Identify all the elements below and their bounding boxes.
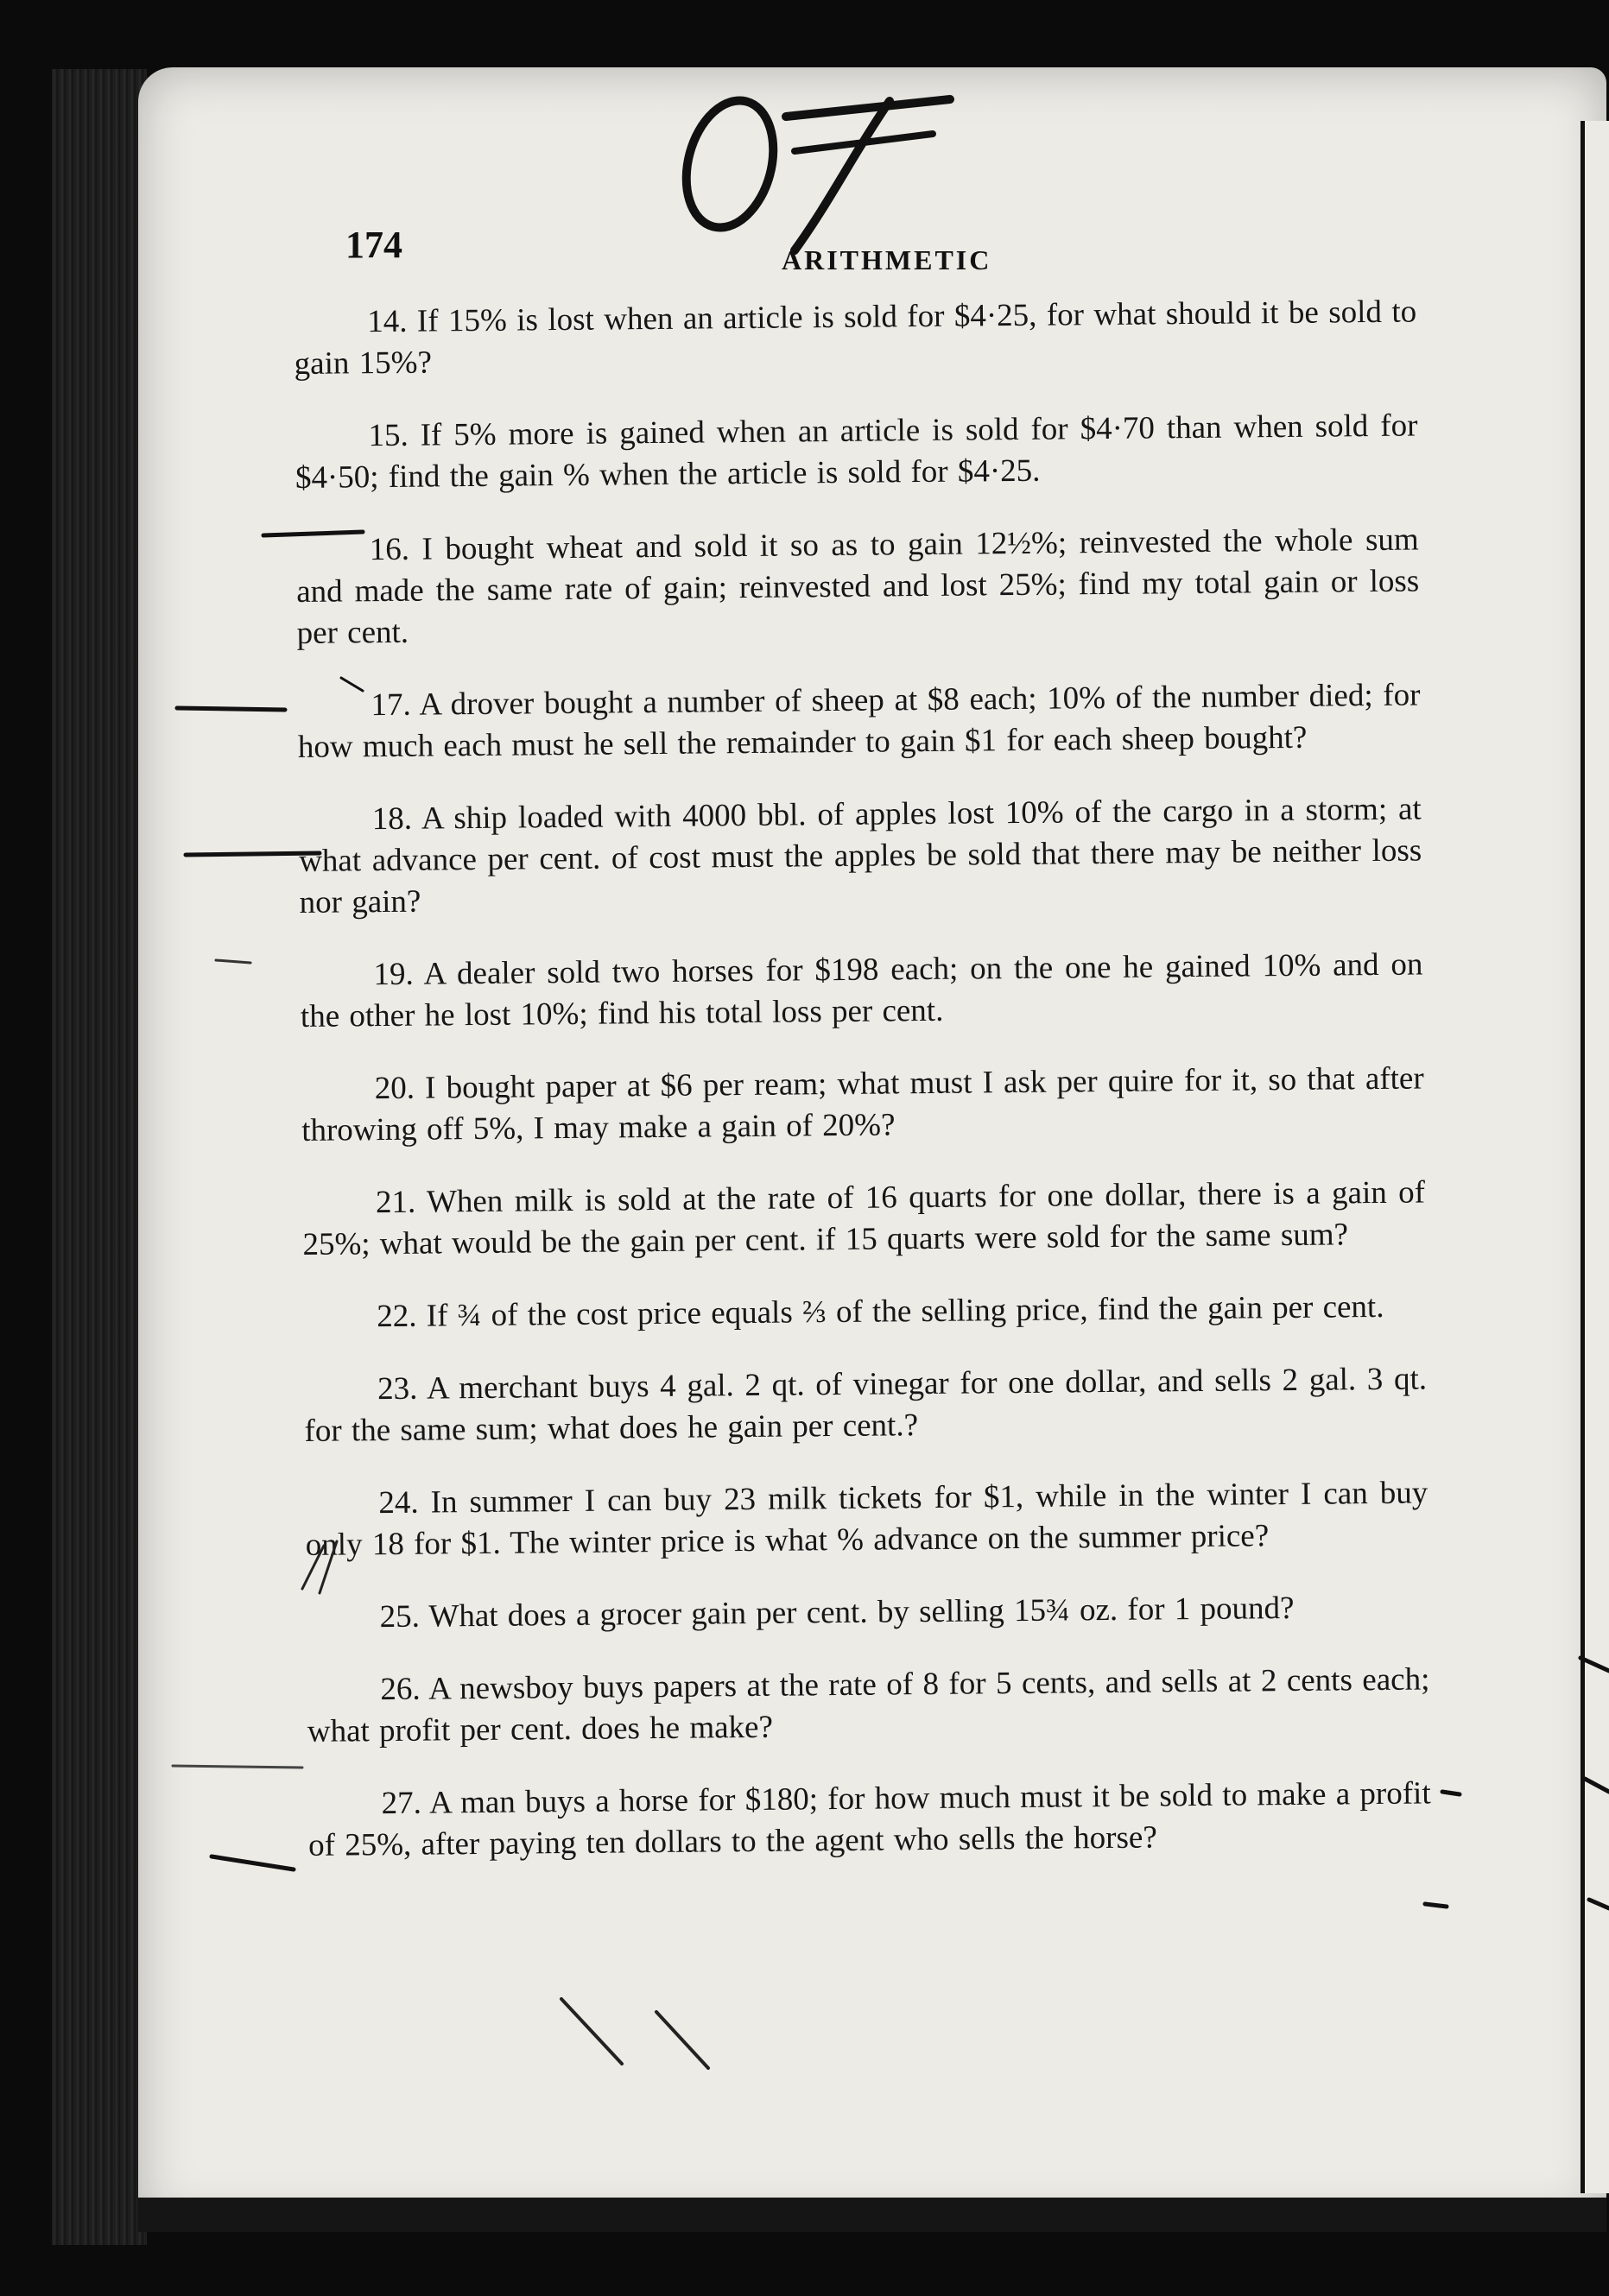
problem-21: 21. When milk is sold at the rate of 16 quarts for one dollar, there is a gain of 25%; what would be the gain per cent. if 15 quarts were sold for the same sum?: [302, 1174, 1426, 1262]
problem-15: 15. If 5% more is gained when an article is sold for $4·70 than when sold for $4·50; find the gain % when the article is sold for $4·25.: [295, 408, 1418, 496]
problem-24: 24. In summer I can buy 23 milk tickets for $1, while in the winter I can buy only 18 for $1. The winter price is what % advance on the summer price?: [305, 1475, 1428, 1563]
problem-19: 19. A dealer sold two horses for $198 each; on the one he gained 10% and on the other he lost 10%; find his total loss per cent.: [300, 946, 1423, 1034]
right-margin-dash-b: [1425, 1904, 1447, 1907]
problem-23: 23. A merchant buys 4 gal. 2 qt. of vinegar for one dollar, and sells 2 gal. 3 qt. for the same sum; what does he gain per cent.?: [304, 1361, 1428, 1449]
problem-14: 14. If 15% is lost when an article is sold for $4·25, for what should it be sold to gain 15%?: [294, 294, 1417, 382]
margin-dash-16: [263, 532, 363, 535]
margin-dash-18: [186, 853, 320, 855]
right-margin-dash-a: [1442, 1792, 1460, 1794]
page-number: 174: [345, 224, 402, 266]
pencil-slash-a: [561, 1999, 622, 2064]
running-head: ARITHMETIC: [782, 244, 992, 275]
problem-22: 22. If ¾ of the cost price equals ⅔ of the selling price, find the gain per cent.: [377, 1288, 1384, 1335]
facing-page-mark-a: [1580, 1658, 1609, 1671]
problem-18: 18. A ship loaded with 4000 bbl. of apples lost 10% of the cargo in a storm; at what advance per cent. of cost must the apples be sold that there may be neither loss nor gain?: [299, 791, 1422, 920]
problem-16: 16. I bought wheat and sold it so as to gain 12½%; reinvested the whole sum and made the same rate of gain; reinvested and lost 25%; find my total gain or loss per cent.: [296, 522, 1420, 651]
problem-17: 17. A drover bought a number of sheep at $8 each; 10% of the number died; for how much each must he sell the remainder to gain $1 for each sheep bought?: [297, 677, 1421, 765]
facing-page-mark-b: [1585, 1779, 1609, 1792]
margin-dash-27: [212, 1856, 294, 1869]
margin-dash-17: [177, 708, 285, 710]
problem-25: 25. What does a grocer gain per cent. by selling 15¾ oz. for 1 pound?: [379, 1590, 1295, 1635]
problem-27: 27. A man buys a horse for $180; for how much must it be sold to make a profit of 25%, after paying ten dollars to the agent who sells the horse?: [307, 1775, 1431, 1863]
facing-page-mark-c: [1589, 1900, 1609, 1908]
check-mark-24a: [302, 1546, 324, 1589]
margin-dash-26: [173, 1766, 302, 1768]
pencil-slash-b: [656, 2012, 708, 2068]
margin-tick-17: [341, 678, 363, 691]
problem-26: 26. A newsboy buys papers at the rate of 8 for 5 cents, and sells at 2 cents each; what profit per cent. does he make?: [307, 1661, 1430, 1749]
problem-20: 20. I bought paper at $6 per ream; what must I ask per quire for it, so that after throwing off 5%, I may make a gain of 20%?: [301, 1060, 1424, 1148]
margin-dash-faint: [216, 960, 250, 963]
